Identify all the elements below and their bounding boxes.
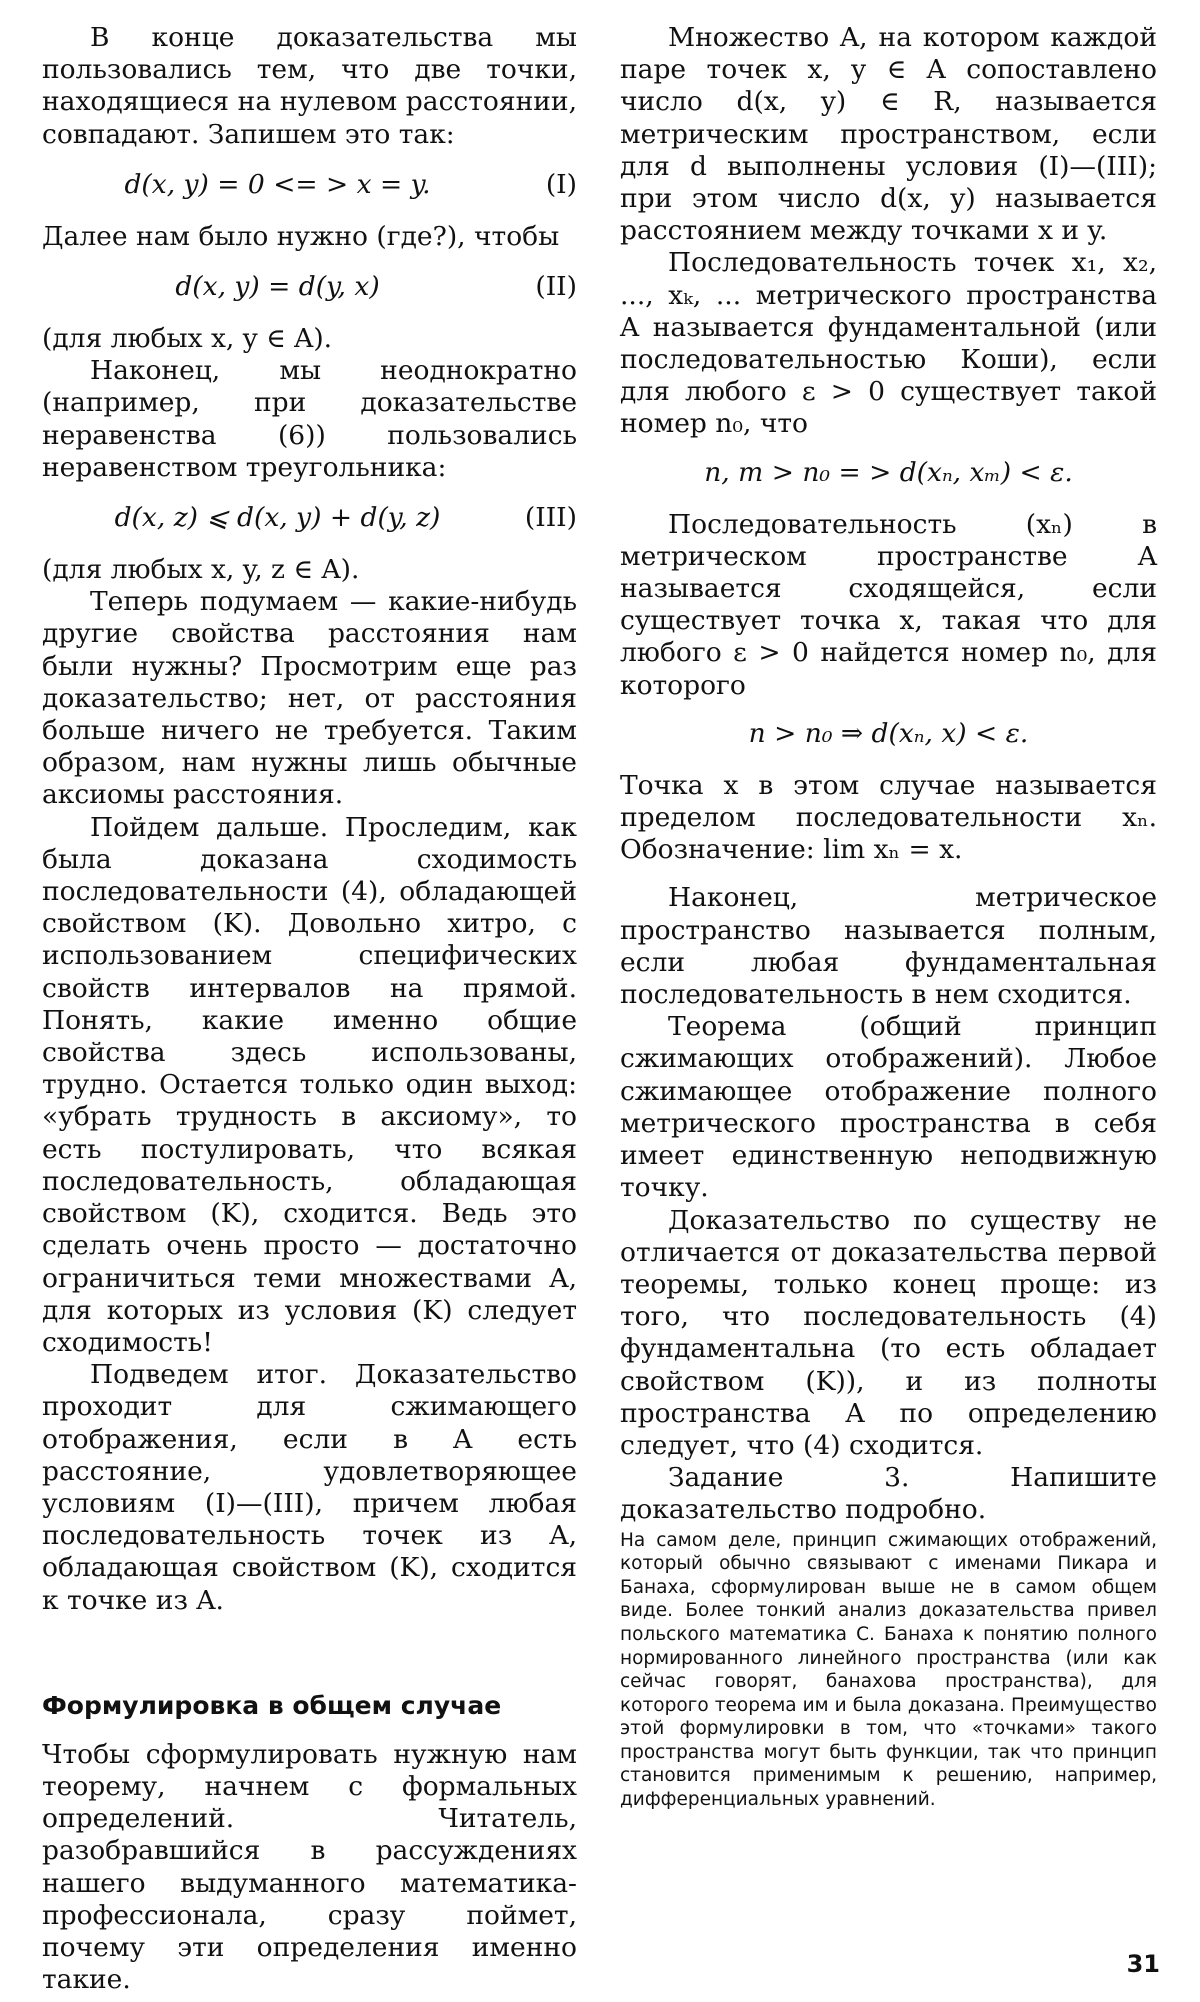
paragraph: Теперь подумаем — какие-нибудь другие свойства расстояния нам были нужны? Просмотрим еще раз доказательство; нет, от расстояния больше ничего не требуется. Таким образом, нам нужны лишь обычные аксиомы расстояния. [42, 586, 577, 811]
formula-axiom-1 [42, 169, 577, 201]
footnote: На самом деле, принцип сжимающих отображений, который обычно связывают с именами Пикара и Банаха, сформулирован выше не в самом общем виде. Более тонкий анализ доказательства привел польского математика С. Банаха к понятию полного нормированного линейного пространства (или как сейчас говорят, банахова пространства), для которого теорема им и была доказана. Преимущество этой формулировки в том, что «точками» такого пространства могут быть функции, так что принцип становится применимым к решению, например, дифференциальных уравнений. [620, 1529, 1157, 1811]
formula-number: (I) [545, 168, 577, 200]
formula-convergence: n > n₀ ⇒ d(xₙ, x) < ε. [748, 717, 1029, 749]
section-heading: Формулировка в общем случае [42, 1690, 502, 1720]
formula-expression: d(x, y) = 0 <= > x = y. [124, 168, 431, 200]
paragraph: (для любых x, y ∈ A). [42, 323, 333, 355]
paragraph: Наконец, метрическое пространство называется полным, если любая фундаментальная последовательность в нем сходится. [620, 882, 1157, 1011]
formula-cauchy: n, m > n₀ = > d(xₙ, xₘ) < ε. [704, 456, 1073, 488]
formula-axiom-3 [42, 502, 577, 534]
formula-expression: d(x, y) = d(y, x) [175, 271, 380, 303]
formula-number: (II) [535, 271, 577, 303]
paragraph: (для любых x, y, z ∈ A). [42, 554, 360, 586]
paragraph: Множество A, на котором каждой паре точек x, y ∈ A сопоставлено число d(x, y) ∈ R, называется метрическим пространством, если для d выполнены условия (I)—(III); при этом число d(x, y) называется расстоянием между точками x и y. [620, 22, 1157, 247]
right-column [620, 22, 1157, 1812]
paragraph: Чтобы сформулировать нужную нам теорему, начнем с формальных определений. Читатель, разобравшийся в рассуждениях нашего выдуманного математика-профессионала, сразу поймет, почему эти определения именно такие. [42, 1738, 577, 1996]
paragraph: Наконец, мы неоднократно (например, при доказательстве неравенства (6)) пользовались неравенством треугольника: [42, 355, 577, 483]
paragraph: В конце доказательства мы пользовались тем, что две точки, находящиеся на нулевом расстоянии, совпадают. Запишем это так: [42, 22, 577, 150]
paragraph: Подведем итог. Доказательство проходит для сжимающего отображения, если в A есть расстояние, удовлетворяющее условиям (I)—(III), причем любая последовательность точек из A, обладающая свойством (K), сходится к точке из A. [42, 1359, 577, 1616]
paragraph: Пойдем дальше. Проследим, как была доказана сходимость последовательности (4), обладающей свойством (K). Довольно хитро, с использованием специфических свойств интервалов на прямой. Понять, какие именно общие свойства здесь использованы, трудно. Остается только один выход: «убрать трудность в аксиому», то есть постулировать, что всякая последовательность, обладающая свойством (K), сходится. Ведь это сделать очень просто — достаточно ограничиться теми множествами A, для которых из условия (K) следует сходимость! [42, 811, 577, 1358]
paragraph: Далее нам было нужно (где?), чтобы [42, 220, 560, 252]
page-number: 31 [1126, 1950, 1160, 1978]
spacer [620, 866, 1157, 882]
theorem: Теорема (общий принцип сжимающих отображений). Любое сжимающее отображение полного метрического пространства в себя имеет единственную неподвижную точку. [620, 1011, 1157, 1204]
formula-axiom-2 [42, 271, 577, 303]
paragraph: Последовательность (xₙ) в метрическом пространстве A называется сходящейся, если существует точка x, такая что для любого ε > 0 найдется номер n₀, для которого [620, 508, 1157, 701]
formula-number: (III) [524, 502, 577, 534]
formula-expression: d(x, z) ⩽ d(x, y) + d(y, z) [114, 502, 441, 534]
paragraph: Доказательство по существу не отличается от доказательства первой теоремы, только конец проще: из того, что последовательность (4) фундаментальна (то есть обладает свойством (K)), и из полноты пространства A по определению следует, что (4) сходится. [620, 1204, 1157, 1461]
paragraph: Последовательность точек x₁, x₂, ..., xₖ, ... метрического пространства A называется фундаментальной (или последовательностью Коши), если для любого ε > 0 существует такой номер n₀, что [620, 247, 1157, 440]
left-column [42, 22, 577, 1996]
paragraph: Точка x в этом случае называется пределом последовательности xₙ. Обозначение: lim xₙ = x. [620, 769, 1157, 866]
exercise: Задание 3. Напишите доказательство подробно. [620, 1462, 1157, 1526]
